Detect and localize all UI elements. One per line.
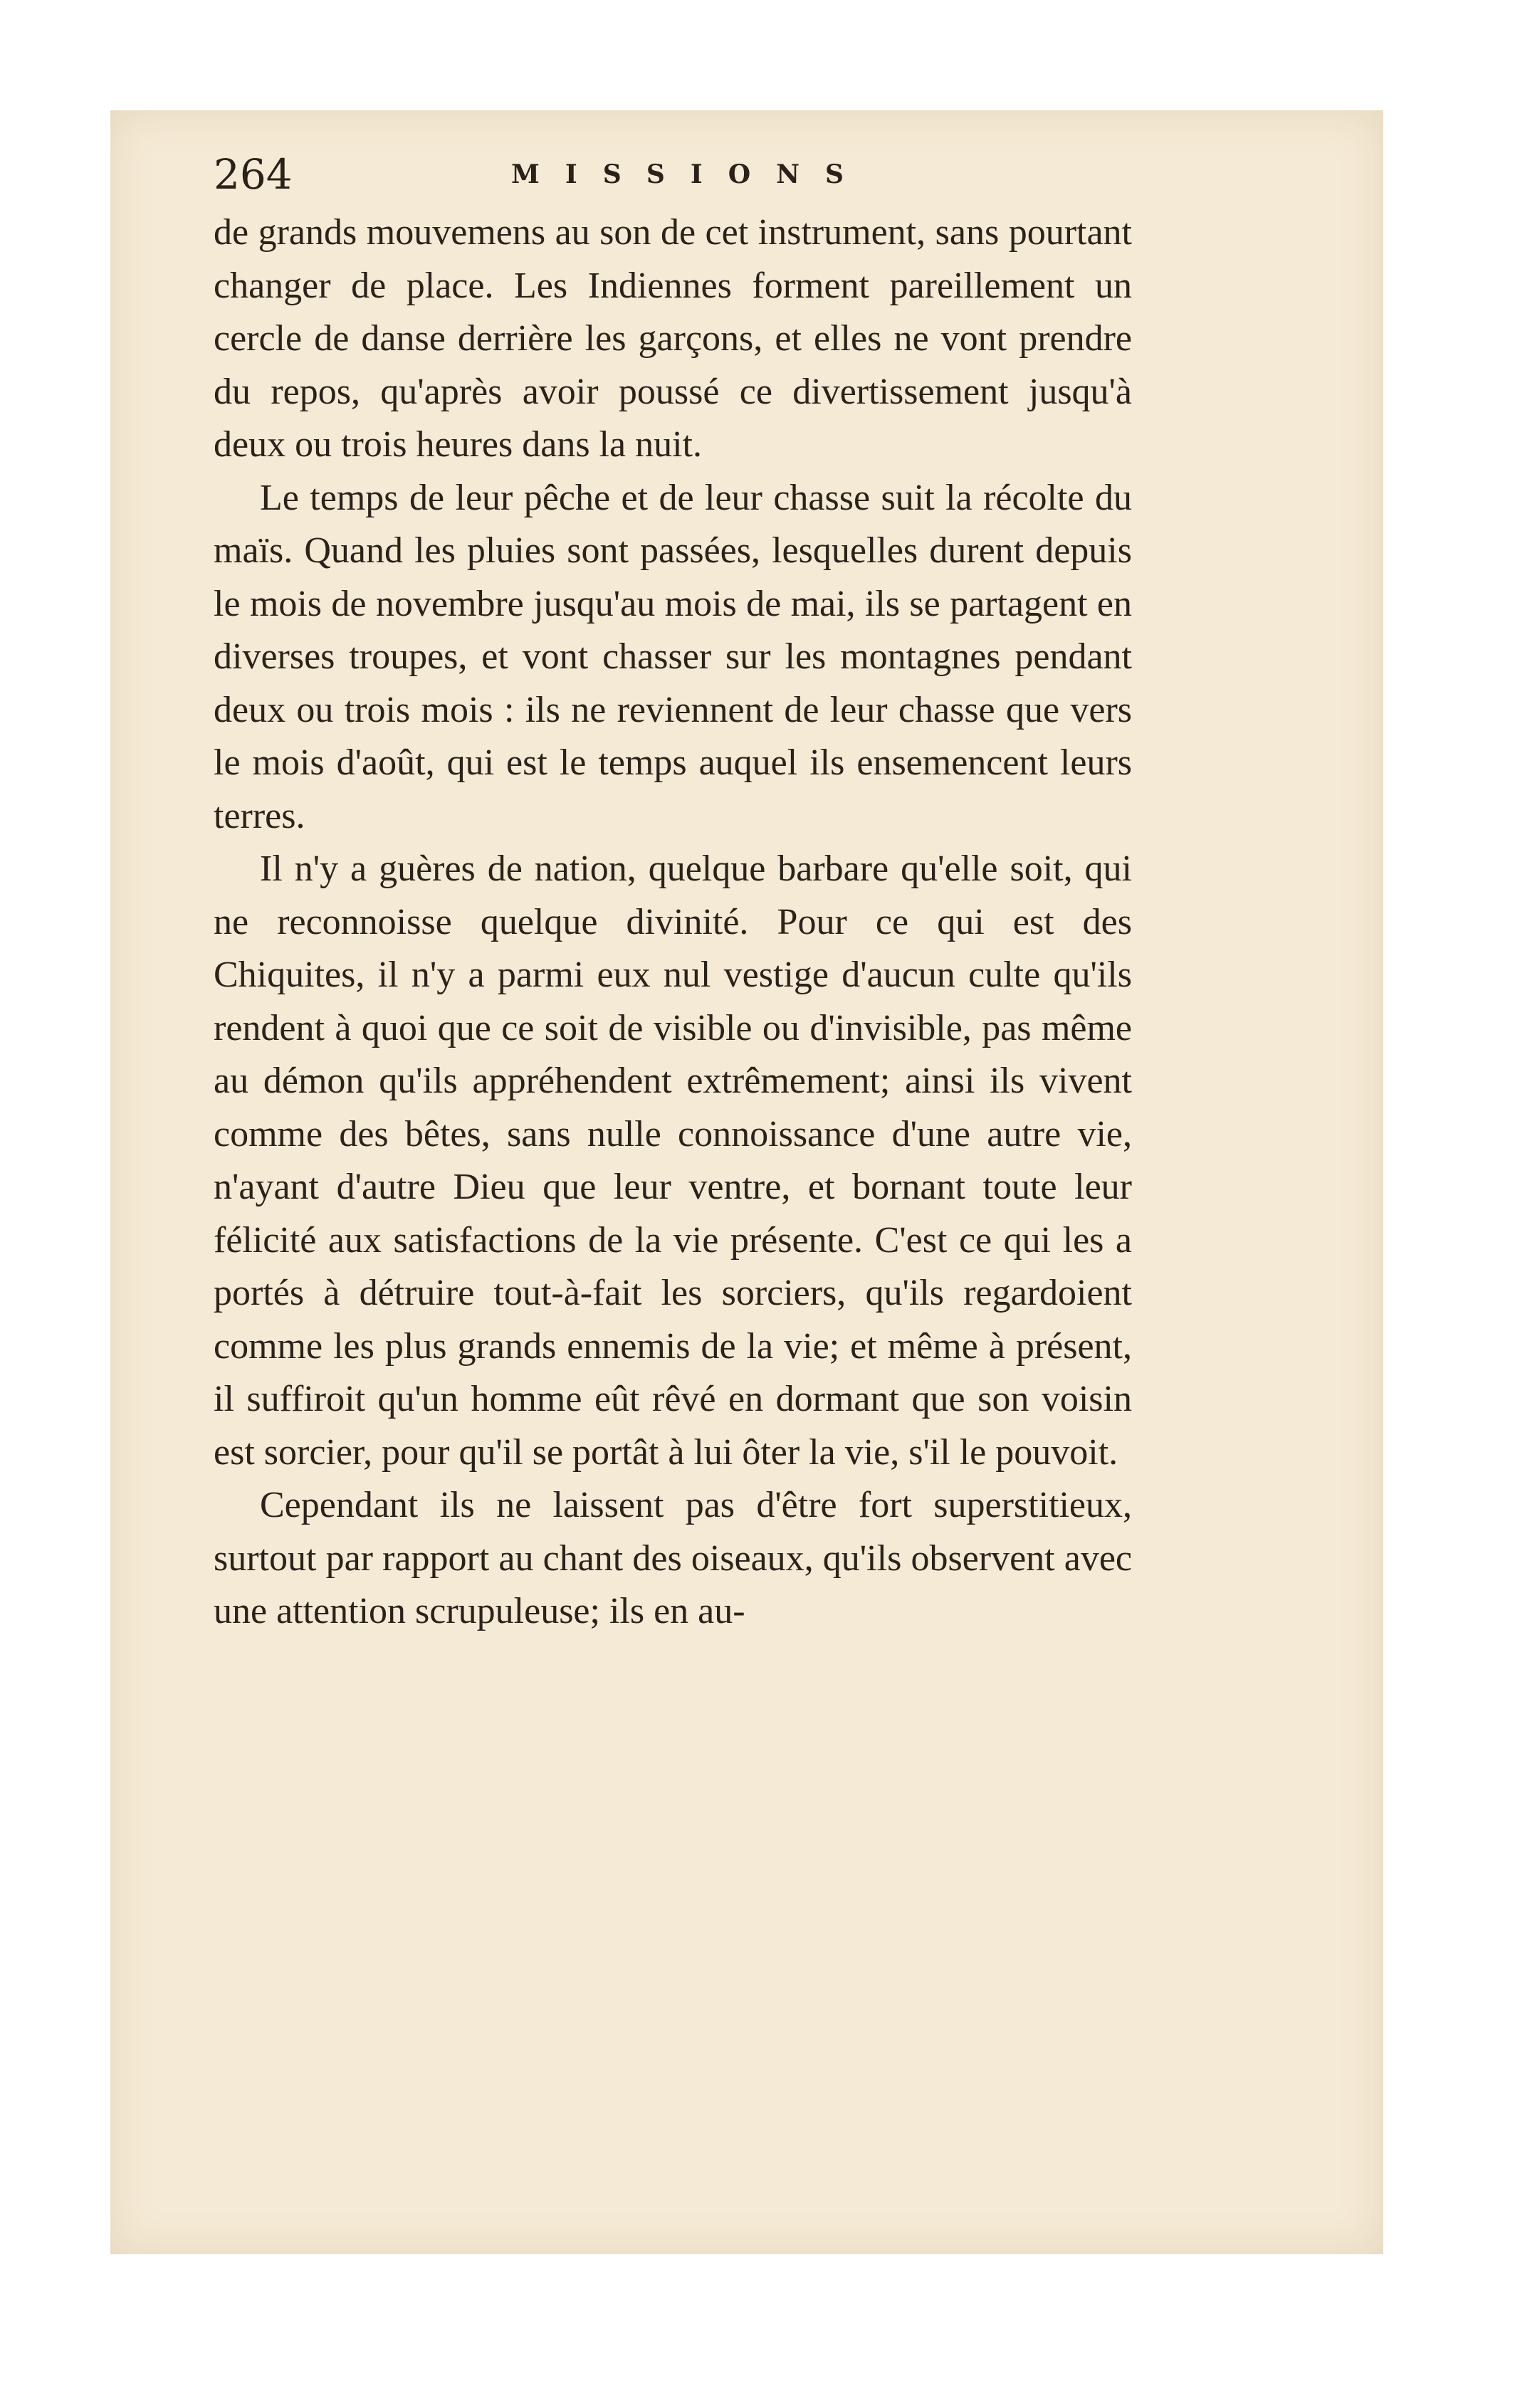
page-number: 264: [214, 150, 293, 199]
body-text: [214, 206, 1132, 1639]
paragraph-superstition: Cependant ils ne laissent pas d'être fort superstitieux, surtout par rapport au chant des oiseaux, qu'ils observent avec une attention scrupuleuse; ils en au-: [214, 1485, 1132, 1631]
running-title: MISSIONS: [511, 159, 869, 189]
page-header: [214, 146, 997, 203]
paragraph-continuation: de grands mouvemens au son de cet instrument, sans pourtant changer de place. Les Indiennes forment pareillement un cercle de danse derrière les garçons, et elles ne vont prendre du repos, qu'après avoir poussé ce divertissement jusqu'à deux ou trois heures dans la nuit.: [214, 212, 1132, 465]
paragraph-hunting-season: Le temps de leur pêche et de leur chasse suit la récolte du maïs. Quand les pluies sont passées, lesquelles durent depuis le mois de novembre jusqu'au mois de mai, ils se partagent en diverses troupes, et vont chasser sur les montagnes pendant deux ou trois mois : ils ne reviennent de leur chasse que vers le mois d'août, qui est le temps auquel ils ensemencent leurs terres.: [214, 477, 1132, 836]
paragraph-divinity: Il n'y a guères de nation, quelque barbare qu'elle soit, qui ne reconnoisse quelque divinité. Pour ce qui est des Chiquites, il n'y a parmi eux nul vestige d'aucun culte qu'ils rendent à quoi que ce soit de visible ou d'invisible, pas même au démon qu'ils appréhendent extrêmement; ainsi ils vivent comme des bêtes, sans nulle connoissance d'une autre vie, n'ayant d'autre Dieu que leur ventre, et bornant toute leur félicité aux satisfactions de la vie présente. C'est ce qui les a portés à détruire tout-à-fait les sorciers, qu'ils regardoient comme les plus grands ennemis de la vie; et même à présent, il suffiroit qu'un homme eût rêvé en dormant que son voisin est sorcier, pour qu'il se portât à lui ôter la vie, s'il le pouvoit.: [214, 848, 1132, 1473]
